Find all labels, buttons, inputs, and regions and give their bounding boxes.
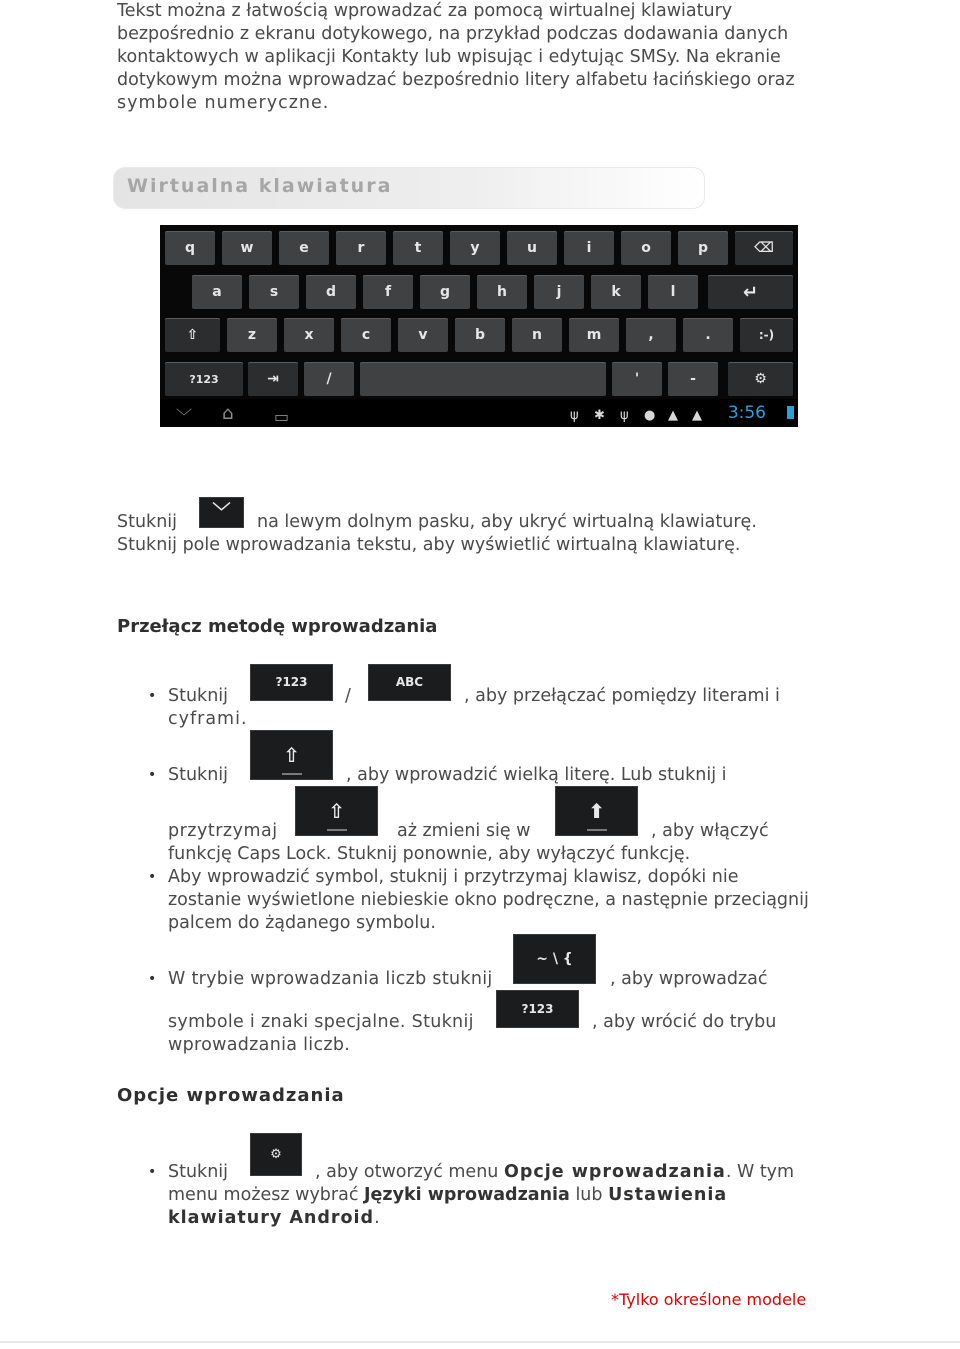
- key-j[interactable]: j: [534, 275, 584, 309]
- options-text-d: . W tym: [725, 1162, 795, 1182]
- keyboard-row-4: [162, 362, 796, 396]
- bullet: •: [148, 688, 157, 704]
- bullet3-line: Aby wprowadzić symbol, stuknij i przytrzymaj klawisz, dopóki nie: [168, 867, 739, 887]
- shift-underline: [327, 829, 347, 831]
- key-f[interactable]: f: [363, 275, 413, 309]
- key-g[interactable]: g: [420, 275, 470, 309]
- recent-apps-icon[interactable]: ▭: [274, 407, 290, 426]
- key-w[interactable]: w: [222, 231, 272, 265]
- smiley-key[interactable]: :-): [740, 318, 793, 352]
- options-text-e: menu możesz wybrać: [168, 1185, 359, 1205]
- backspace-key[interactable]: ⌫: [735, 231, 793, 265]
- bullet1-text-a: Stuknij: [168, 686, 229, 706]
- bullet: •: [148, 1164, 157, 1180]
- key-slash[interactable]: /: [304, 362, 354, 396]
- key-m[interactable]: m: [569, 318, 619, 352]
- key-r[interactable]: r: [336, 231, 386, 265]
- key-t[interactable]: t: [393, 231, 443, 265]
- key-apostrophe[interactable]: ': [612, 362, 662, 396]
- numeric-key-image: [250, 664, 333, 701]
- options-text-a: Stuknij: [168, 1162, 229, 1182]
- caps-lock-icon: ⬆: [588, 798, 605, 823]
- options-text-j: .: [374, 1208, 380, 1228]
- options-text-b: , aby otworzyć menu: [315, 1162, 499, 1182]
- bullet4-text-e: wprowadzania liczb.: [168, 1035, 351, 1055]
- bullet2-text-f: funkcję Caps Lock. Stuknij ponownie, aby wyłączyć funkcję.: [168, 844, 691, 864]
- key-c[interactable]: c: [341, 318, 391, 352]
- keyboard-row-2: [162, 275, 796, 309]
- numeric-mode-key[interactable]: ?123: [165, 362, 243, 396]
- key-p[interactable]: p: [678, 231, 728, 265]
- hide-text-2: na lewym dolnym pasku, aby ukryć wirtualną klawiaturę.: [257, 512, 757, 532]
- shift-underline: [587, 829, 607, 831]
- bullet1-text-c: cyframi.: [168, 709, 248, 729]
- key-q[interactable]: q: [165, 231, 215, 265]
- bullet2-text-e: , aby włączyć: [651, 821, 769, 841]
- sync-icon: ●: [644, 408, 656, 423]
- key-i[interactable]: i: [564, 231, 614, 265]
- settings-icon: ⚙: [270, 1147, 282, 1162]
- keyboard-row-3: [162, 318, 796, 352]
- bullet4-text-d: , aby wrócić do trybu: [592, 1012, 777, 1032]
- hide-keyboard-icon[interactable]: ﹀: [176, 407, 193, 426]
- options-line-1: [315, 1161, 794, 1184]
- section-banner: [113, 167, 705, 209]
- bullet3-line: zostanie wyświetlone niebieskie okno podręczne, a następnie przeciągnij: [168, 890, 809, 910]
- chevron-down-icon: ﹀: [212, 502, 231, 523]
- bullet4-text-a: W trybie wprowadzania liczb stuknij: [168, 969, 493, 989]
- options-menu-name: Opcje wprowadzania: [503, 1162, 726, 1182]
- shift-icon: ⇧: [328, 798, 345, 823]
- key-z[interactable]: z: [227, 318, 277, 352]
- shift-key-image: [250, 730, 333, 780]
- key-l[interactable]: l: [648, 275, 698, 309]
- footer-divider: [0, 1341, 960, 1343]
- options-languages: Języki wprowadzania: [364, 1185, 570, 1205]
- bullet2-text-b: , aby wprowadzić wielką literę. Lub stuknij i: [346, 765, 727, 785]
- hide-keyboard-key-image: [199, 497, 244, 528]
- intro-line: kontaktowych w aplikacji Kontakty lub wpisując i edytując SMSy. Na ekranie: [117, 47, 781, 67]
- key-d[interactable]: d: [306, 275, 356, 309]
- bullet1-separator: /: [345, 686, 351, 706]
- bullet: •: [148, 971, 157, 987]
- options-settings: Ustawienia: [608, 1185, 728, 1205]
- options-android-keyboard: klawiatury Android: [168, 1208, 375, 1228]
- key-o[interactable]: o: [621, 231, 671, 265]
- shift-key[interactable]: ⇧: [165, 318, 220, 352]
- bullet2-text-a: Stuknij: [168, 765, 229, 785]
- key-s[interactable]: s: [249, 275, 299, 309]
- enter-key[interactable]: ↵: [708, 275, 793, 309]
- section-title-options: Opcje wprowadzania: [117, 1085, 345, 1106]
- bullet: •: [148, 869, 157, 885]
- key-b[interactable]: b: [455, 318, 505, 352]
- key-y[interactable]: y: [450, 231, 500, 265]
- options-text-g: lub: [575, 1185, 603, 1205]
- symbol-key-label: ~ \ {: [536, 950, 573, 967]
- home-icon[interactable]: ⌂: [222, 403, 234, 424]
- intro-line: symbole numeryczne.: [117, 93, 330, 113]
- keyboard-row-1: [162, 231, 796, 265]
- footnote: *Tylko określone modele: [611, 1290, 807, 1309]
- key-dash[interactable]: -: [668, 362, 718, 396]
- options-line-3: [168, 1207, 380, 1230]
- key-h[interactable]: h: [477, 275, 527, 309]
- bullet2-text-c: przytrzymaj: [168, 821, 278, 841]
- tab-key[interactable]: ⇥: [248, 362, 298, 396]
- section-title-switch: Przełącz metodę wprowadzania: [117, 616, 438, 637]
- system-navbar: [160, 399, 798, 427]
- intro-paragraph: [117, 0, 837, 115]
- shift-key-image-2: [295, 786, 378, 836]
- settings-key[interactable]: ⚙: [728, 362, 793, 396]
- intro-line: dotykowym można wprowadzać bezpośrednio litery alfabetu łacińskiego oraz: [117, 70, 795, 90]
- numeric-key-label: ?123: [275, 675, 308, 689]
- bullet4-text-c: symbole i znaki specjalne. Stuknij: [168, 1012, 474, 1032]
- key-period[interactable]: .: [683, 318, 733, 352]
- key-k[interactable]: k: [591, 275, 641, 309]
- intro-line: bezpośrednio z ekranu dotykowego, na przykład podczas dodawania danych: [117, 24, 789, 44]
- hide-text-1: Stuknij: [117, 512, 178, 532]
- intro-line: Tekst można z łatwością wprowadzać za pomocą wirtualnej klawiatury: [117, 1, 733, 21]
- abc-key-label: ABC: [395, 675, 424, 689]
- key-u[interactable]: u: [507, 231, 557, 265]
- caps-lock-key-image: [555, 786, 638, 836]
- bullet2-text-d: aż zmieni się w: [397, 821, 531, 841]
- options-line-2: [168, 1184, 727, 1207]
- numeric-key-label: ?123: [521, 1001, 554, 1016]
- keyboard-screenshot: [160, 225, 798, 427]
- key-v[interactable]: v: [398, 318, 448, 352]
- key-comma[interactable]: ,: [626, 318, 676, 352]
- numeric-key-image-2: [496, 990, 579, 1028]
- key-e[interactable]: e: [279, 231, 329, 265]
- bullet4-text-b: , aby wprowadzać: [610, 969, 768, 989]
- status-clock: 3:56: [727, 403, 766, 423]
- shift-icon: ⇧: [283, 742, 300, 767]
- symbol-key-image: [513, 934, 596, 984]
- usb-icon: ψ: [570, 408, 579, 423]
- shift-underline: [282, 773, 302, 775]
- key-n[interactable]: n: [512, 318, 562, 352]
- key-x[interactable]: x: [284, 318, 334, 352]
- usb-icon-2: ψ: [620, 408, 629, 423]
- bullet3-line: palcem do żądanego symbolu.: [168, 913, 436, 933]
- android-debug-icon: ✱: [594, 408, 605, 423]
- abc-key-image: [368, 664, 451, 701]
- space-key[interactable]: [360, 362, 606, 396]
- warning-icon: ▲: [668, 408, 678, 423]
- banner-title: Wirtualna klawiatura: [127, 175, 393, 197]
- show-keyboard-text: Stuknij pole wprowadzania tekstu, aby wyświetlić wirtualną klawiaturę.: [117, 535, 741, 555]
- bullet: •: [148, 767, 157, 783]
- key-a[interactable]: a: [192, 275, 242, 309]
- settings-key-image: [250, 1133, 302, 1176]
- bullet1-text-b: , aby przełączać pomiędzy literami i: [464, 686, 780, 706]
- battery-icon: [787, 406, 794, 419]
- warning-icon-2: ▲: [692, 408, 702, 423]
